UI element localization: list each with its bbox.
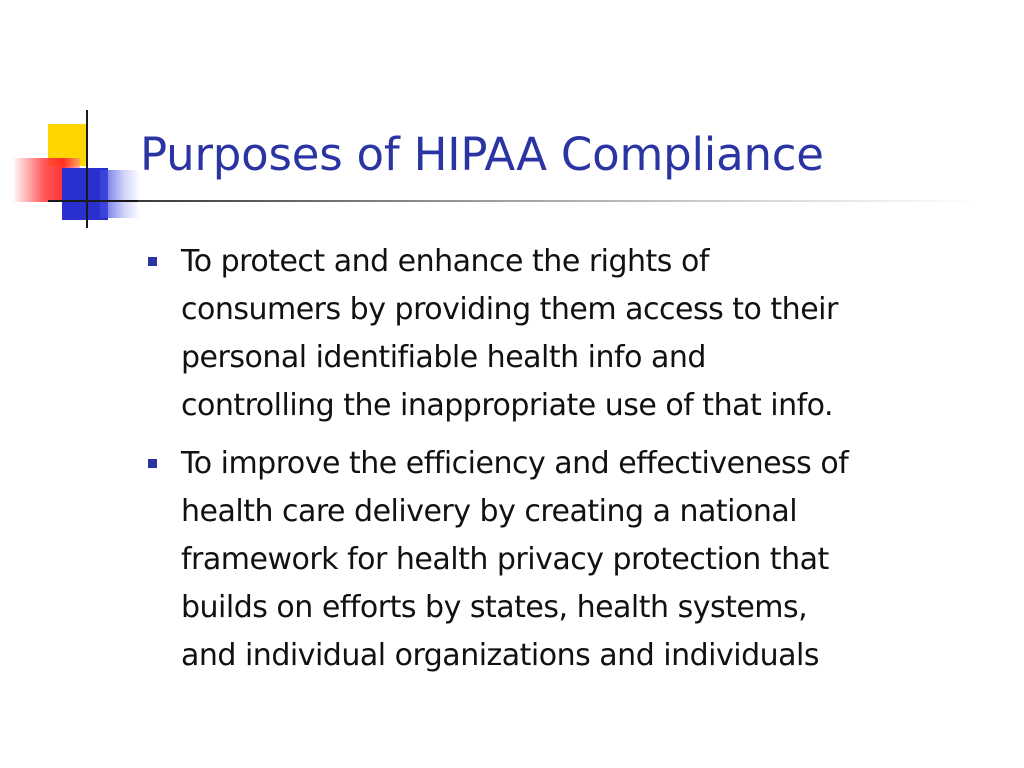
vertical-rule	[86, 110, 88, 228]
bullet-item	[148, 440, 998, 680]
horizontal-rule-left	[48, 200, 140, 202]
bullet-line: To improve the efficiency and effectiveness of	[181, 446, 849, 481]
bullet-line: health care delivery by creating a national	[181, 494, 798, 529]
bullet-line: personal identifiable health info and	[181, 340, 706, 375]
bullet-line: To protect and enhance the rights of	[181, 244, 709, 279]
bullet-line: and individual organizations and individuals	[181, 638, 819, 673]
title-underline	[138, 200, 978, 202]
bullet-item	[148, 238, 998, 430]
slide-title: Purposes of HIPAA Compliance	[140, 128, 824, 181]
bullet-line: controlling the inappropriate use of that info.	[181, 388, 834, 423]
blue-fade-bar	[100, 170, 140, 218]
decorative-blocks-logo	[0, 0, 200, 240]
bullet-line: framework for health privacy protection that	[181, 542, 829, 577]
bullet-list	[148, 238, 998, 690]
square-bullet-icon	[148, 459, 157, 468]
bullet-line: builds on efforts by states, health systems,	[181, 590, 808, 625]
square-bullet-icon	[148, 257, 157, 266]
bullet-line: consumers by providing them access to their	[181, 292, 838, 327]
